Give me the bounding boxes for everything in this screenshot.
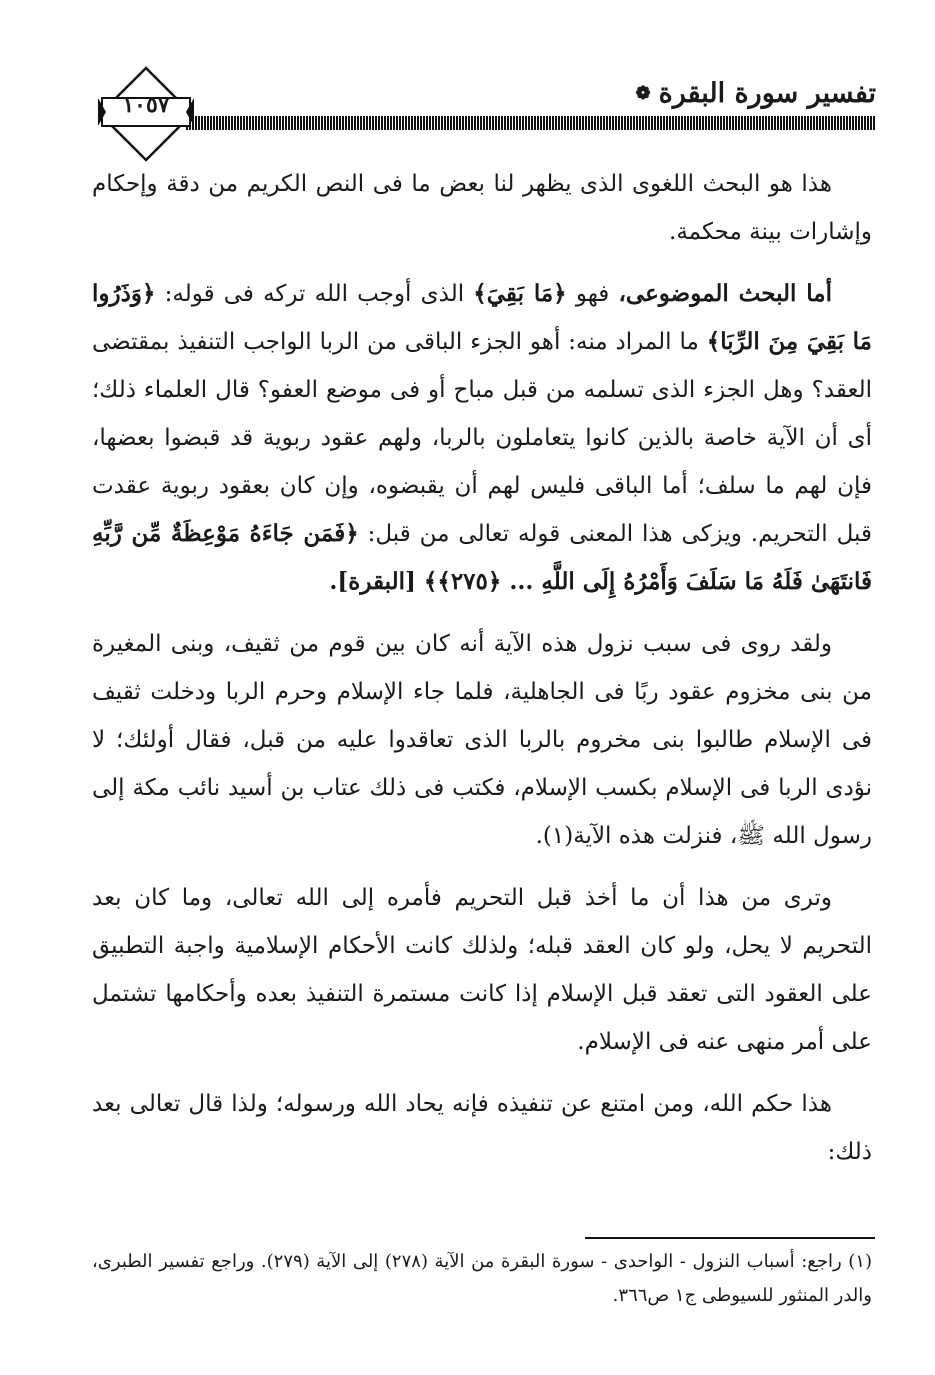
- footnote-separator: [585, 1237, 875, 1239]
- main-text: [92, 160, 872, 1190]
- page-header: [96, 64, 876, 164]
- paragraph-5: هذا حكم الله، ومن امتنع عن تنفيذه فإنه يحاد الله ورسوله؛ ولذا قال تعالى بعد ذلك:: [92, 1091, 872, 1165]
- header-rule: [186, 116, 876, 130]
- paragraph-2-text-b: الذى أوجب الله تركه فى قوله:: [155, 281, 474, 307]
- paragraph-3: ولقد روى فى سبب نزول هذه الآية أنه كان بين قوم من ثقيف، وبنى المغيرة من بنى مخزوم عقود ربًا فى الجاهلية، فلما جاء الإسلام وحرم الربا ودخلت ثقيف فى الإسلام طالبوا بنى مخروم بالربا الذى تعاقدوا عليه من قبل، فقال أولئك؛ لا نؤدى الربا فى الإسلام بكسب الإسلام، فكتب فى ذلك عتاب بن أسيد نائب مكة إلى رسول الله ﷺ، فنزلت هذه الآية(١).: [92, 631, 872, 849]
- quran-quote-3: ﴿فَمَن جَاءَهُ مَوْعِظَةٌ مِّن رَّبِّهِ فَانتَهَىٰ فَلَهُ مَا سَلَفَ وَأَمْرُهُ إِلَى اللَّهِ ... ﴿٢٧٥﴾﴾: [92, 520, 872, 595]
- section-lead: أما البحث الموضوعى،: [618, 280, 833, 307]
- surah-reference: [البقرة].: [329, 568, 424, 595]
- title-ornament-icon: ❁: [635, 83, 651, 104]
- footnote: [92, 1245, 872, 1313]
- footnote-text: (١) راجع: أسباب النزول - الواحدى - سورة البقرة من الآية (٢٧٨) إلى الآية (٢٧٩). وراجع تفسير الطبرى، والدر المنثور للسيوطى ج١ ص٣٦٦.: [92, 1251, 872, 1306]
- quran-quote-1: ﴿مَا بَقِيَ﴾: [473, 280, 567, 307]
- paragraph-1: هذا هو البحث اللغوى الذى يظهر لنا بعض ما فى النص الكريم من دقة وإحكام وإشارات بينة محكمة.: [92, 171, 872, 245]
- running-title: [635, 78, 876, 109]
- quran-quote-2: ﴿وَذَرُوا مَا بَقِيَ مِنَ الرِّبَا﴾: [92, 280, 872, 355]
- page-number: ١٠٥٧: [122, 92, 170, 118]
- paragraph-2-text-c: ما المراد منه: أهو الجزء الباقى من الربا الواجب التنفيذ بمقتضى العقد؟ وهل الجزء الذى تسلمه من قبل مباح أو فى موضع العفو؟ قال العلماء ذلك؛ أى أن الآية خاصة بالذين كانوا يتعاملون بالربا، ولهم عقود ربوية قد قبضوا بعضها، فإن لهم ما سلف؛ أما الباقى فليس لهم أن يقبضوه، وإن كان بعقود ربوية عقدت قبل التحريم. ويزكى هذا المعنى قوله تعالى من قبل:: [92, 329, 872, 547]
- paragraph-2-text-a: فهو: [566, 281, 619, 307]
- page-number-badge: [96, 64, 196, 164]
- running-title-text: تفسير سورة البقرة: [658, 78, 876, 109]
- paragraph-4: وترى من هذا أن ما أخذ قبل التحريم فأمره إلى الله تعالى، وما كان بعد التحريم لا يحل، ولو كان العقد قبله؛ ولذلك كانت الأحكام الإسلامية واجبة التطبيق على العقود التى تعقد قبل الإسلام إذا كانت مستمرة التنفيذ بعده وأحكامها تشتمل على أمر منهى عنه فى الإسلام.: [92, 885, 872, 1055]
- paragraph-2: [92, 270, 872, 606]
